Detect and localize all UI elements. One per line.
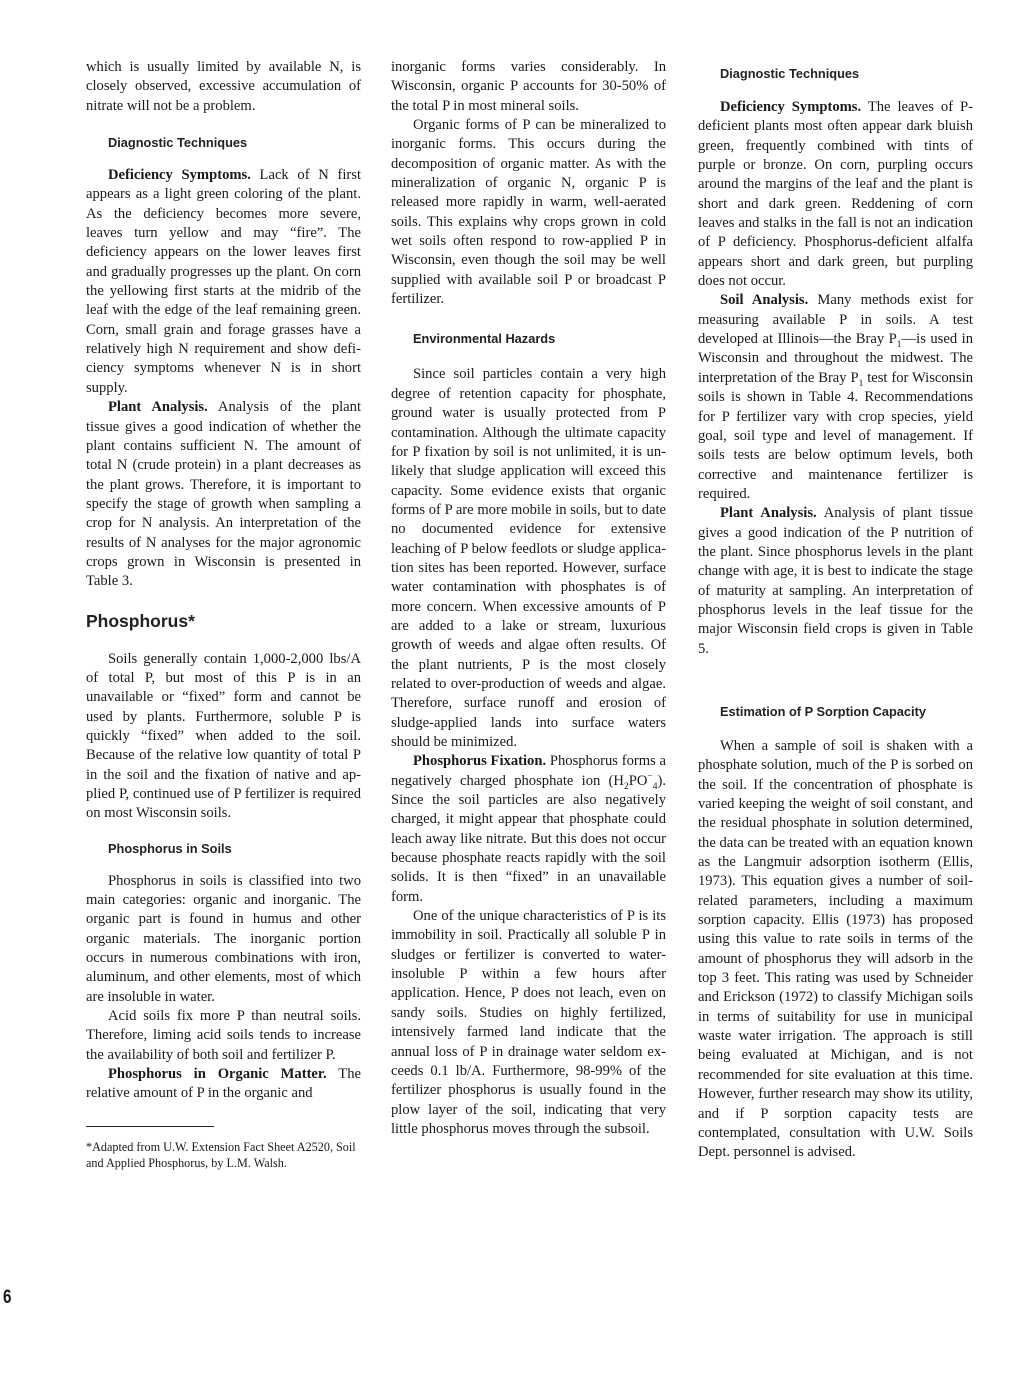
paragraph-text: Analysis of the plant tissue gives a good indication of whether the plant contains sufficient N. The amount of total N (crude protein) in a plant decreases as the plant grows. Therefore, it is important to specify the stage of growth when sampling a crop for N analysis. An interpretation of the results of N analyses for the major agronomic crops grown in Wisconsin is presented in Table 3. [86, 399, 361, 590]
paragraph-text: Analysis of plant tissue gives a good indication of the P nutrition of the plant. Since phosphorus levels in the plant change with age, it is best to indicate the stage of maturity at sampling. An interpretation of phosphorus levels in the leaf tissue for the major Wisconsin field crops is given in Table 5. [698, 505, 973, 657]
paragraph-p-plant-analysis [698, 504, 973, 659]
run-in-heading: Deficiency Symptoms. [720, 99, 862, 115]
subscript: 1 [858, 378, 864, 389]
column-right [698, 58, 973, 1163]
heading-phosphorus: Phosphorus* [86, 610, 195, 631]
column-middle [391, 58, 666, 1139]
paragraph-p-classified: Phosphorus in soils is classified into two main categories: organic and inorganic. The organic part is found in humus and other organic materials. The inorganic portion occurs in numerous combinations with iron, aluminum, and other elements, most of which are insoluble in water. [86, 872, 361, 1005]
subscript: 2 [623, 781, 629, 792]
paragraph-soils-total-p: Soils generally contain 1,000-2,000 lbs/A of total P, but most of this P is in an unavailable or “fixed” form and cannot be used by plants. Furthermore, soluble P is quickly “fixed” when added to the soil. Because of the relative low quantity of total P in the soil and the fixation of native and applied P, continued use of P fertilizer is required on most Wisconsin soils. [86, 650, 361, 822]
page-number: 6 [3, 1287, 12, 1308]
paragraph-soil-analysis [698, 291, 973, 504]
run-in-heading: Soil Analysis. [720, 292, 809, 309]
paragraph-retention-capacity: Since soil particles contain a very high degree of retention capacity for phosphate, ground water is usually protected from P contamination. Although the ultimate capacity for P fixation by soil is not unlimited, it is unlikely that sludge application will exceed this capacity. Some evidence exists that organic forms of P are more mobile in soils, but to date no documented evidence for extensive leaching of P below feedlots or sludge application sites has been reported. However, surface water contamination with phosphates is of more concern. When excessive amounts of P are added to a lake or stream, luxurious growth of weeds and algae often results. Of the plant nutrients, P is the most closely related to over-production of weeds and algae. Therefore, surface runoff and erosion of sludge-applied lands into surface waters should be minimized. [391, 366, 666, 750]
run-in-heading: Phosphorus Fixation. [413, 753, 547, 770]
paragraph-intro: which is usually limited by available N, is closely observed, excessive accumulation of nitrate will not be a problem. [86, 59, 361, 114]
paragraph-mineralization: Organic forms of P can be mineralized to inorganic forms. This occurs during the decomposition of organic matter. As with the mineralization of organic N, organic P is released more rapidly in warm, well-aerated soils. This explains why crops grown in cold wet soils often respond to row-applied P in Wisconsin, even though the soil may be well supplied with available soil P or broadcast P fertilizer. [391, 117, 666, 308]
chemical-formula: PO [628, 772, 648, 789]
paragraph-p-deficiency-symptoms [698, 98, 973, 291]
run-in-heading: Phosphorus in Organic Matter. [108, 1066, 327, 1083]
footnote: *Adapted from U.W. Extension Fact Sheet A2520, Soil and Applied Phosphorus, by L.M. Walsh. [86, 1139, 356, 1171]
paragraph-text: The relative amount of P in the organic and [86, 1066, 361, 1102]
heading-environmental-hazards: Environmental Hazards [413, 331, 556, 347]
paragraph-n-deficiency-symptoms [86, 166, 361, 398]
run-in-heading: Deficiency Symptoms. [108, 167, 251, 184]
run-in-heading: Plant Analysis. [108, 399, 208, 416]
paragraph-phosphorus-fixation [391, 752, 666, 907]
paragraph-inorganic-forms: inorganic forms varies considerably. In Wisconsin, organic P accounts for 30-50% of the total P in most mineral soils. [391, 59, 666, 114]
heading-diagnostic-techniques-p: Diagnostic Techniques [720, 66, 860, 81]
paragraph-text: —is used in Wisconsin and throughout the midwest. The interpretation of the Bray P [698, 331, 973, 386]
heading-diagnostic-techniques-n: Diagnostic Techniques [108, 135, 248, 151]
subscript: 1 [896, 340, 902, 351]
paragraph-text: ). Since the soil particles are also negatively charged, it might appear that phosphate could leach away like nitrate. But this does not occur because phosphate reacts rapidly with the soil solids. It is then “fixed” in an unavailable form. [391, 772, 666, 905]
paragraph-text: Phosphorus forms a negatively charged phosphate ion (H [391, 753, 667, 789]
heading-phosphorus-in-soils: Phosphorus in Soils [108, 840, 232, 856]
paragraph-p-organic-matter [86, 1065, 361, 1104]
paragraph-n-plant-analysis [86, 398, 361, 591]
paragraph-immobility: One of the unique characteristics of P is its immobility in soil. Practically all soluble P in sludges or fertilizer is converted to water-insoluble P within a few hours after application. Hence, P does not leach, even on sandy soils. Studies on highly fertilized, intensively farmed land indicate that the annual loss of P in drainage water seldom exceeds 0.1 lb/A. Furthermore, 98-99% of the fertilizer phosphorus is usually found in the plow layer of the soil, indicating that very little phosphorus moves through the subsoil. [391, 908, 666, 1137]
paragraph-sorption: When a sample of soil is shaken with a phosphate solution, much of the P is sorbed on the soil. If the concentration of phosphate is varied keeping the weight of soil constant, and the residual phosphate in solution determined, the data can be treated with an equation known as the Langmuir adsorption isotherm (Ellis, 1973). This equation gives a number of soil-related parameters, including a maximum sorption capacity. Ellis (1973) has proposed using this value to rate soils in terms of the amount of phosphorus they will adsorb in the top 3 feet. This rating was used by Schneider and Erickson (1972) to classify Michigan soils in terms of suitability for use in municipal waste water irrigation. The approach is still being evaluated at Michigan, and is not recommended for site evaluation at this time. However, further research may show its utility, and if P sorption capacity tests are contemplated, consultation with U.W. Soils Dept. personnel is advised. [698, 737, 973, 1161]
paragraph-text: The leaves of P-deficient plants most often appear dark bluish green, frequently combined with tints of purple or bronze. On corn, purpling occurs around the margins of the leaf and the plant is short and dark green. Reddening of corn leaves and stalks in the fall is not an indication of P deficiency. Phosphorus-deficient alfalfa appears short and dark green, but purpling does not occur. [698, 99, 973, 290]
run-in-heading: Plant Analysis. [720, 505, 817, 522]
subscript: 4 [652, 781, 658, 792]
paragraph-text: Lack of N first appears as a light green coloring of the plant. As the deficiency becomes more severe, leaves turn yellow and may “fire”. The deficiency appears on the lower leaves first and gradually progresses up the plant. On corn the yellowing first starts at the midrib of the leaf with the edge of the leaf remaining green. Corn, small grain and forage grasses have a relatively high N requirement and show deficiency symptoms whenever N is in short supply. [86, 167, 361, 396]
heading-p-sorption-capacity: Estimation of P Sorption Capacity [720, 703, 926, 719]
column-left [86, 58, 361, 1171]
paragraph-text: test for Wisconsin soils is shown in Table 4. Recommendations for P fertilizer vary with crop species, yield goal, soil type and level of management. If soils tests are below optimum levels, both corrective and maintenance fertilizer is required. [698, 369, 973, 502]
paragraph-acid-soils: Acid soils fix more P than neutral soils. Therefore, liming acid soils tends to increase the availability of both soil and fertilizer P. [86, 1008, 361, 1063]
superscript: − [647, 771, 653, 782]
paragraph-text: Many methods exist for measuring available P in soils. A test developed at Illinois—the Bray P [698, 292, 973, 348]
